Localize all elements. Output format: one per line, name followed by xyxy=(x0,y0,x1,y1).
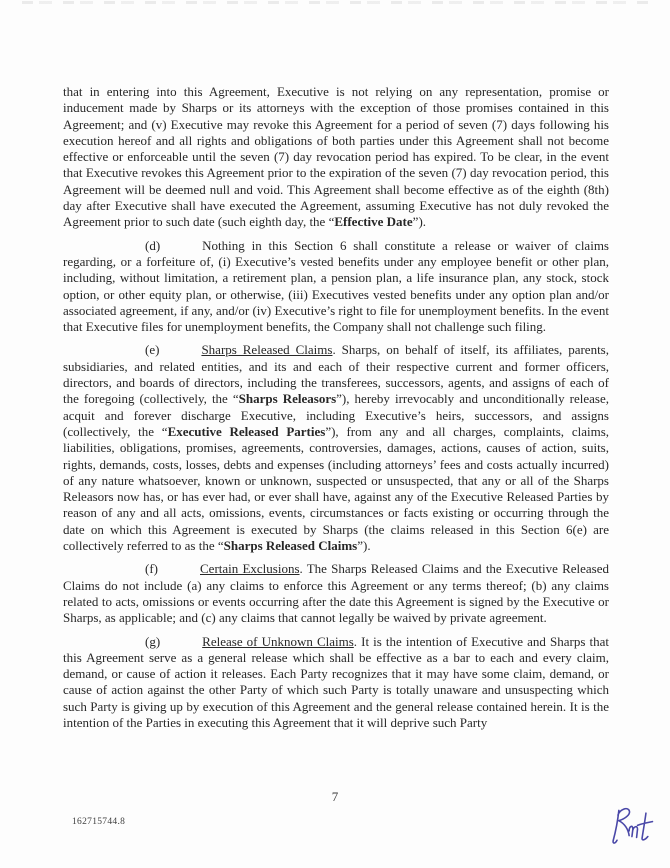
paragraph-f xyxy=(63,561,609,626)
continuation-paragraph xyxy=(63,84,609,231)
text-run: . It is the intention of Executive and Sharps that this Agreement serve as a general release which shall be effective as a bar to each and every claim, demand, or cause of action it releases. Each Party recognizes that it may have some claim, demand, or cause of action against the other Party of which such Party is totally unaware and unsuspecting which such Party is giving up by execution of this Agreement and the general release contained herein. It is the intention of the Parties in executing this Agreement that it will deprive such Party xyxy=(63,633,609,730)
text-run: (e) xyxy=(145,342,160,358)
text-run: that in entering into this Agreement, Executive is not relying on any representation, promise or inducement made by Sharps or its attorneys with the exception of those promises contained in this Agreement; and (v) Executive may revoke this Agreement for a period of seven (7) days following his execution hereof and all rights and obligations of both parties under this Agreement shall not become effective or enforceable until the seven (7) day revocation period has expired. To be clear, in the event that Executive revokes this Agreement prior to the expiration of the seven (7) day revocation period, this Agreement will be deemed null and void. This Agreement shall become effective as of the eighth (8th) day after Executive shall have executed the Agreement, assuming Executive has not duly revoked the Agreement prior to such date (such eighth day, the “ xyxy=(63,84,609,230)
text-run: ”), hereby irrevocably and unconditionally release, acquit and forever discharge Executive, including Executive’s heirs, successors, and assigns (collectively, the “ xyxy=(63,391,610,439)
defined-term: Sharps Releasors xyxy=(238,391,337,407)
defined-term: Sharps Released Claims xyxy=(223,538,358,554)
defined-term: Effective Date xyxy=(334,214,413,230)
text-run: (f) xyxy=(145,561,158,577)
paragraph-d xyxy=(63,238,609,336)
footer-doc-number: 162715744.8 xyxy=(72,817,126,827)
text-run: ”). xyxy=(357,538,371,554)
page-number: 7 xyxy=(331,789,339,804)
defined-term: Executive Released Parties xyxy=(167,423,326,439)
text-run: Nothing in this Section 6 shall constitute a release or waiver of claims regarding, or a forfeiture of, (i) Executive’s vested benefits under any employee benefit or other plan, including, without limitation, a retirement plan, a pension plan, a life insurance plan, any stock, stock option, or other equity plan, or otherwise, (iii) Executives vested benefits under any option plan and/or associated agreement, if any, and/or (iv) Executive’s right to file for unemployment benefits. In the event that Executive files for unemployment benefits, the Company shall not challenge such filing. xyxy=(63,237,609,335)
signature-stroke xyxy=(613,809,652,843)
text-run: (d) xyxy=(145,237,161,253)
text-run: . Sharps, on behalf of itself, its affiliates, parents, subsidiaries, and related entities, and its and each of their respective current and former officers, directors, and boards of directors, including the transferees, successors, agents, and assigns of each of the foregoing (collectively, the “ xyxy=(63,342,609,407)
scan-artifact-top xyxy=(22,1,654,4)
text-run: ”), from any and all charges, complaints, claims, liabilities, obligations, promises, agreements, controversies, damages, actions, causes of action, suits, rights, demands, costs, losses, debts and expenses (including attorneys’ fees and costs actually incurred) of any nature whatsoever, known or unknown, suspected or unsuspected, that any or all of the Sharps Releasors now has, or has ever had, or ever shall have, against any of the Executive Released Parties by reason of any and all acts, omissions, events, circumstances or facts existing or occurring through the date on which this Agreement is executed by Sharps (the claims released in this Section 6(e) are collectively referred to as the “ xyxy=(63,423,610,554)
section-heading: Release of Unknown Claims xyxy=(202,633,354,649)
handwritten-initials-signature xyxy=(603,801,659,859)
paragraph-e xyxy=(63,342,609,554)
paragraph-g xyxy=(63,634,609,732)
text-run: . The Sharps Released Claims and the Executive Released Claims do not include (a) any claims to enforce this Agreement or any terms thereof; (b) any claims related to acts, omissions or events occurring after the date this Agreement is signed by the Executive or Sharps, as applicable; and (c) any claims that cannot legally be waived by private agreement. xyxy=(63,561,609,626)
section-heading: Sharps Released Claims xyxy=(201,342,333,358)
text-run: ”). xyxy=(412,214,427,230)
document-body xyxy=(63,84,609,738)
text-run: (g) xyxy=(145,633,161,649)
section-heading: Certain Exclusions xyxy=(200,561,300,577)
